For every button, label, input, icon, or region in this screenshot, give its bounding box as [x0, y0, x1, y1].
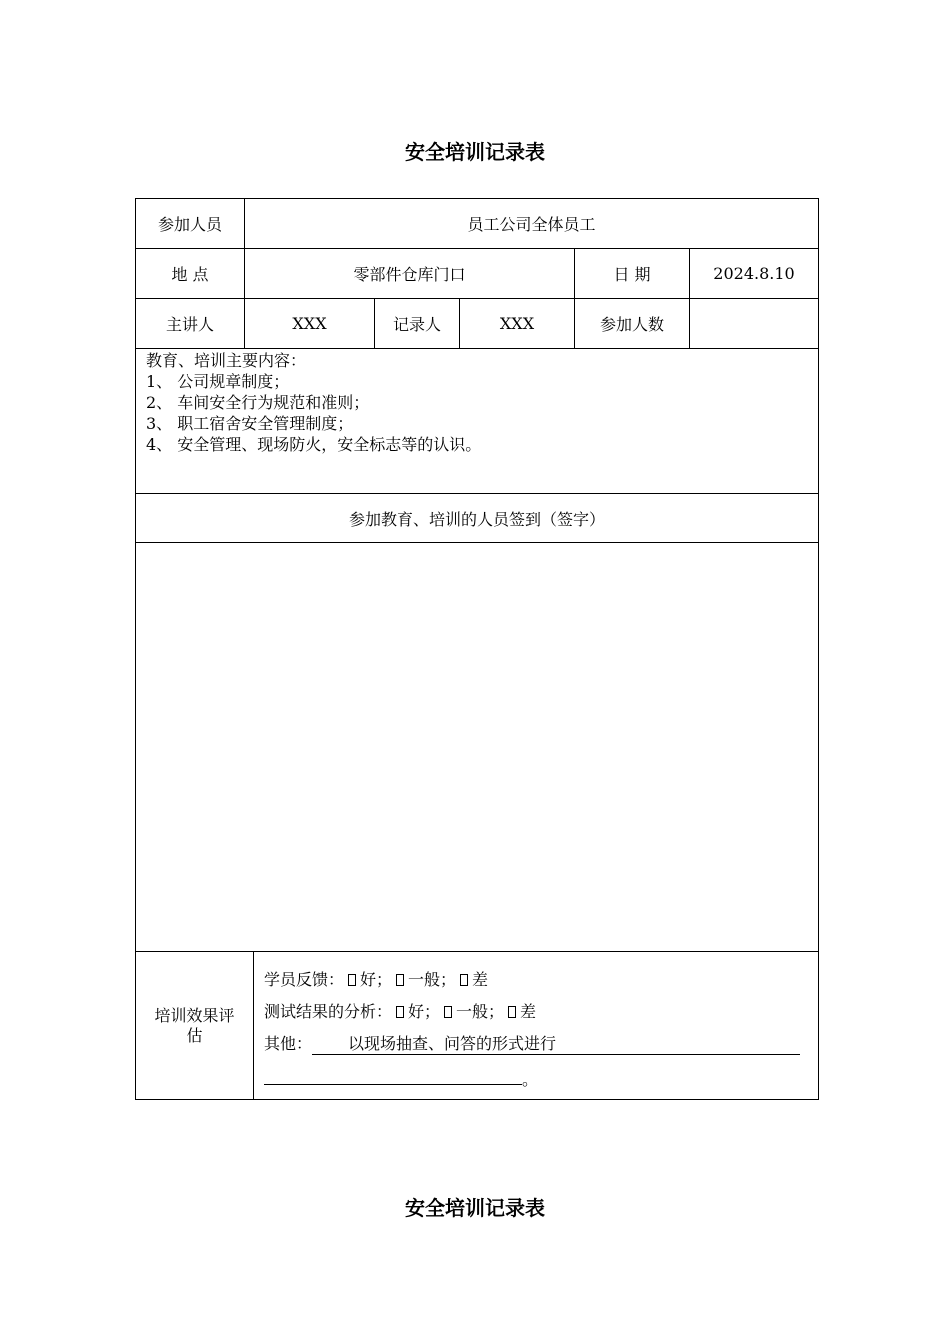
checkbox-poor[interactable]	[508, 1006, 516, 1018]
other-label: 其他：	[264, 1034, 313, 1053]
other-continuation-row	[264, 1064, 808, 1096]
checkbox-average[interactable]	[396, 974, 404, 986]
training-content	[135, 348, 819, 494]
attendees-value: 员工公司全体员工	[244, 198, 819, 249]
recorder-label: 记录人	[374, 298, 460, 349]
feedback-label: 学员反馈：	[264, 970, 345, 989]
signature-area[interactable]	[135, 542, 819, 952]
content-item: 1、 公司规章制度；	[146, 372, 290, 391]
location-label: 地 点	[135, 248, 245, 299]
option-average: 一般；	[408, 970, 457, 989]
other-value[interactable]: 以现场抽查、问答的形式进行	[312, 1034, 800, 1055]
checkbox-average[interactable]	[444, 1006, 452, 1018]
speaker-value: XXX	[244, 298, 375, 349]
date-label: 日 期	[574, 248, 690, 299]
option-poor: 差	[520, 1002, 537, 1021]
test-result-row	[264, 1000, 808, 1032]
evaluation-label: 培训效果评估	[135, 951, 254, 1100]
location-value: 零部件仓库门口	[244, 248, 575, 299]
attendees-label: 参加人员	[135, 198, 245, 249]
option-good: 好；	[360, 970, 393, 989]
test-label: 测试结果的分析：	[264, 1002, 393, 1021]
option-good: 好；	[408, 1002, 441, 1021]
content-item: 4、 安全管理、现场防火，安全标志等的认识。	[146, 435, 482, 454]
recorder-value: XXX	[459, 298, 575, 349]
other-blank-line[interactable]	[264, 1064, 522, 1085]
option-poor: 差	[472, 970, 489, 989]
end-mark: 。	[522, 1070, 539, 1089]
content-item: 2、 车间安全行为规范和准则；	[146, 393, 370, 412]
count-value[interactable]	[689, 298, 819, 349]
content-item: 3、 职工宿舍安全管理制度；	[146, 414, 354, 433]
checkbox-good[interactable]	[348, 974, 356, 986]
page-title: 安全培训记录表	[405, 140, 545, 164]
next-page-title: 安全培训记录表	[405, 1196, 545, 1220]
speaker-label: 主讲人	[135, 298, 245, 349]
signin-header: 参加教育、培训的人员签到（签字）	[135, 493, 819, 543]
option-average: 一般；	[456, 1002, 505, 1021]
other-row	[264, 1032, 808, 1064]
evaluation-body	[253, 951, 819, 1100]
checkbox-good[interactable]	[396, 1006, 404, 1018]
checkbox-poor[interactable]	[460, 974, 468, 986]
feedback-row	[264, 968, 808, 1000]
date-value: 2024.8.10	[689, 248, 819, 299]
content-heading: 教育、培训主要内容：	[146, 351, 307, 370]
count-label: 参加人数	[574, 298, 690, 349]
